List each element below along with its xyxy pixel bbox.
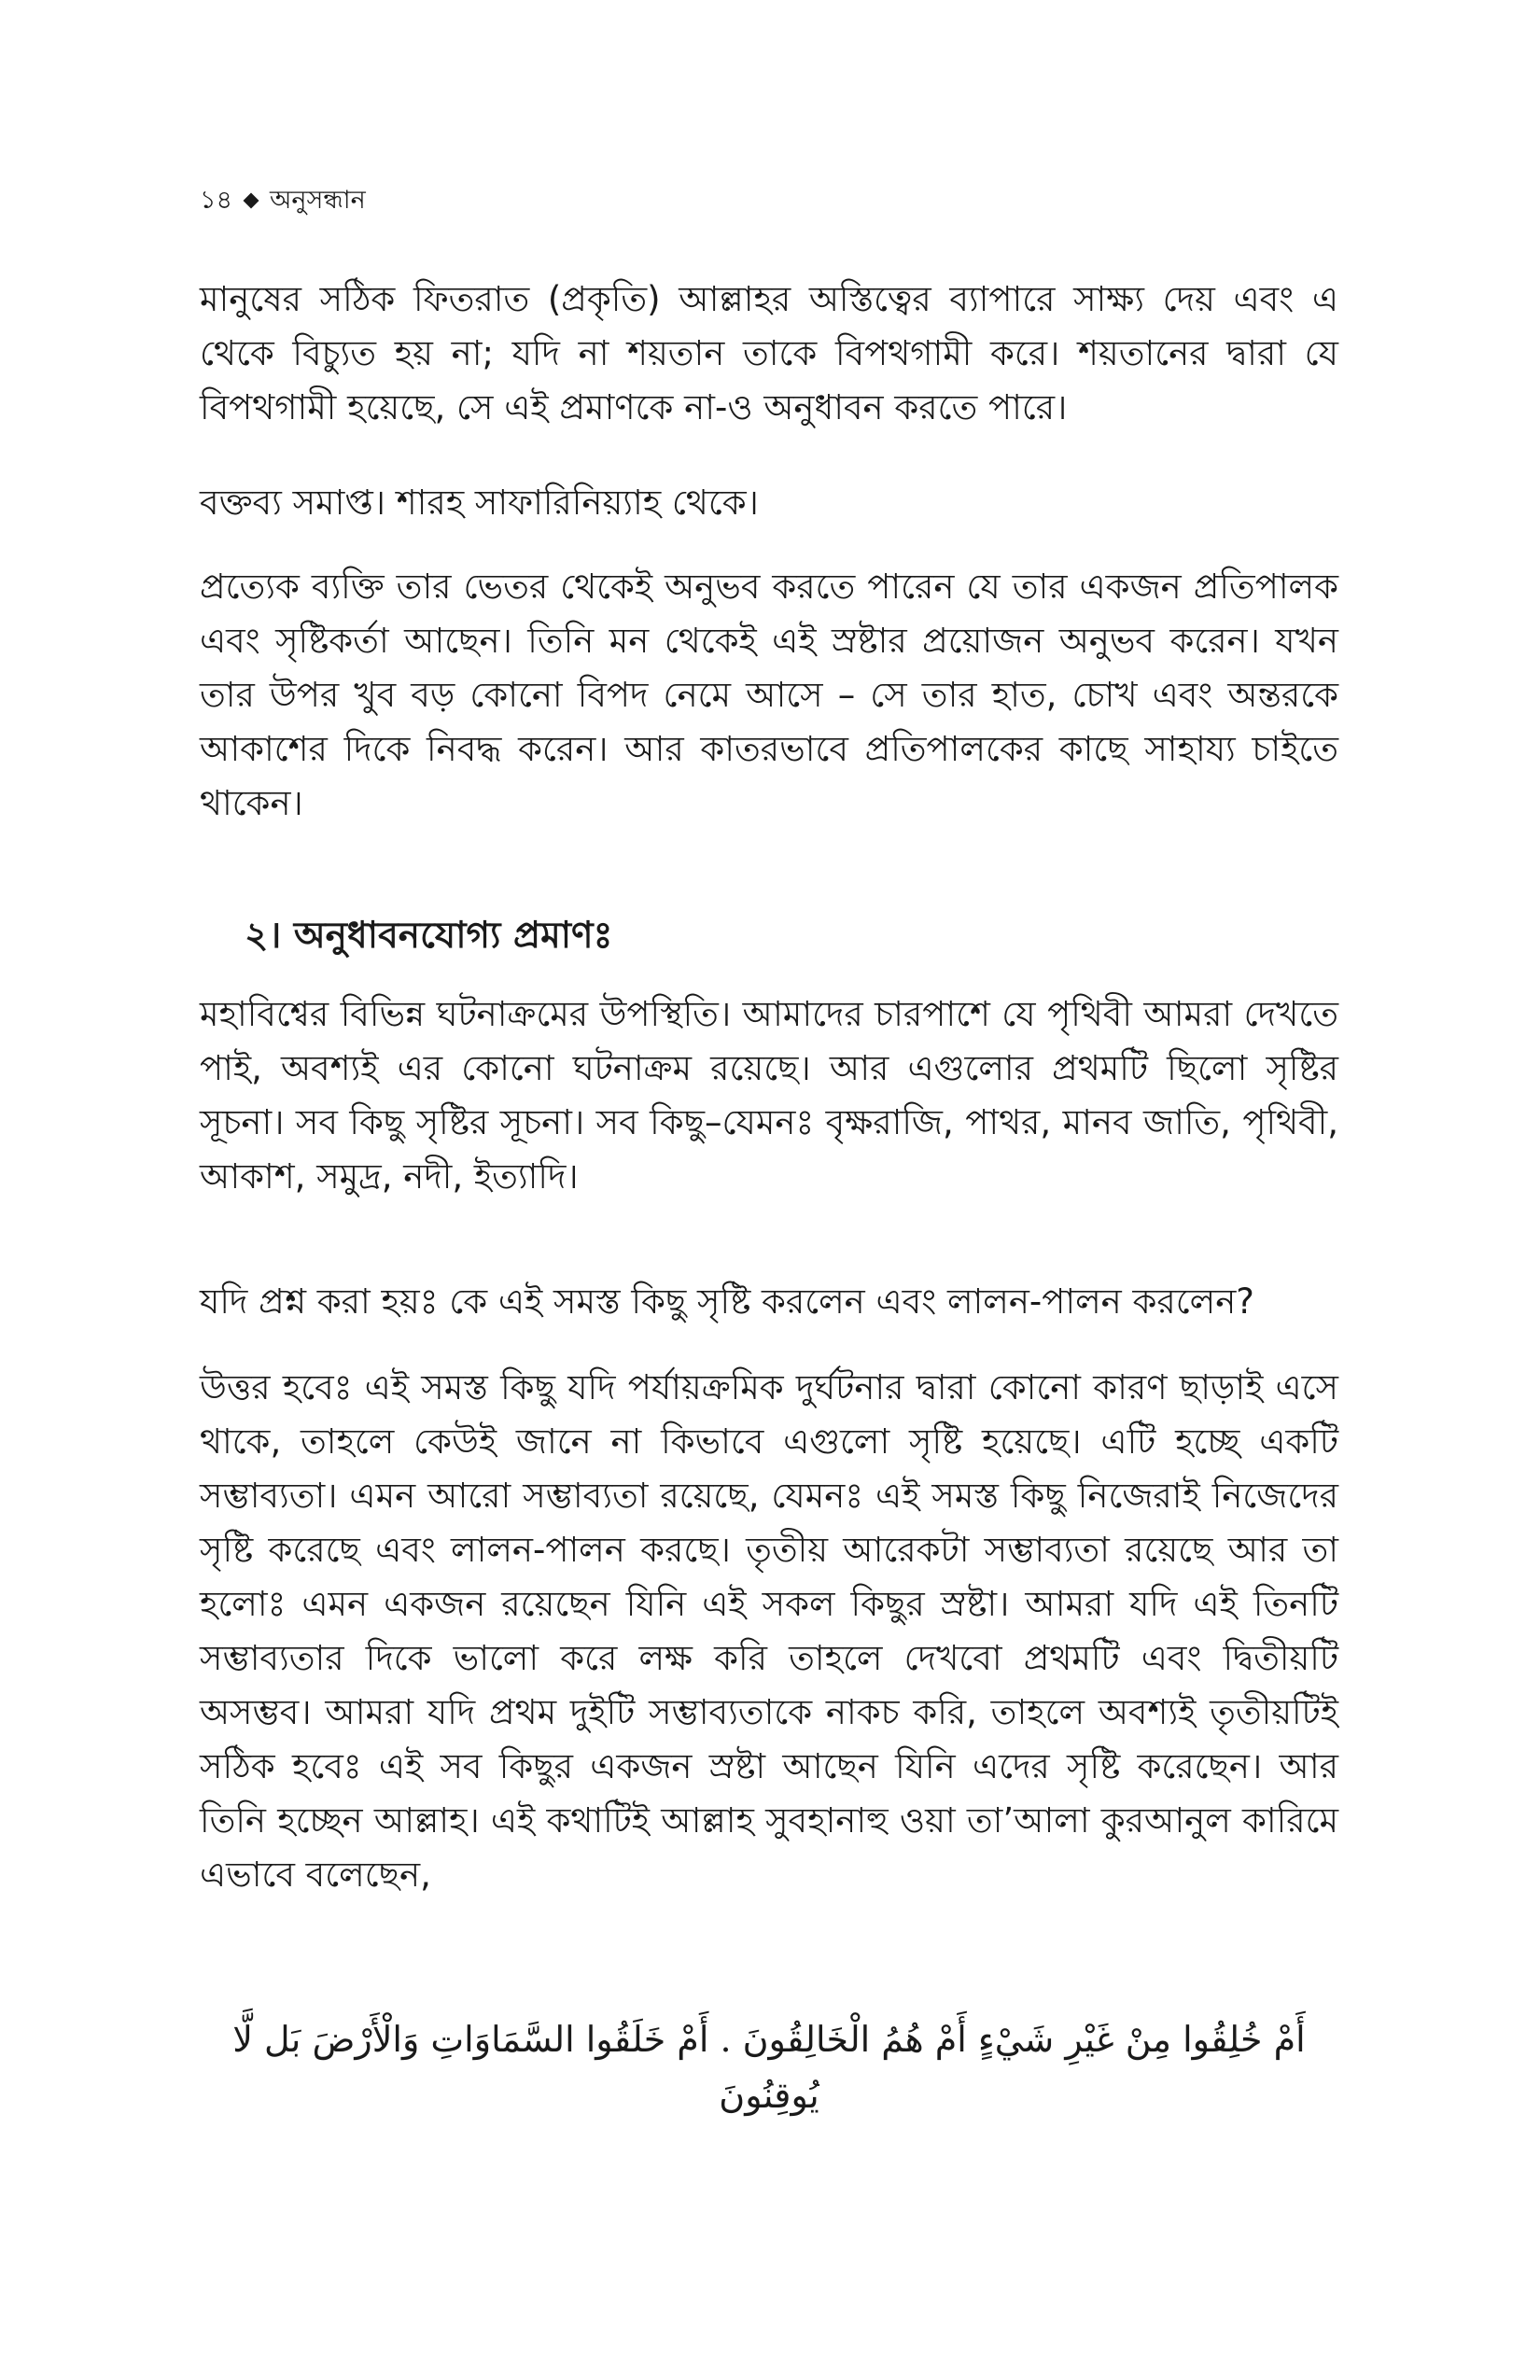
paragraph-question: যদি প্রশ্ন করা হয়ঃ কে এই সমস্ত কিছু সৃষ্টি করলেন এবং লালন-পালন করলেন?	[200, 1281, 1254, 1322]
paragraph-answer: উত্তর হবেঃ এই সমস্ত কিছু যদি পর্যায়ক্রমিক দুর্ঘটনার দ্বারা কোনো কারণ ছাড়াই এসে থাকে, তাহলে কেউই জানে না কিভাবে এগুলো সৃষ্টি হয়েছে। এটি হচ্ছে একটি সম্ভাব্যতা। এমন আরো সম্ভাব্যতা রয়েছে, যেমনঃ এই সমস্ত কিছু নিজেরাই নিজেদের সৃষ্টি করেছে এবং লালন-পালন করছে। তৃতীয় আরেকটা সম্ভাব্যতা রয়েছে আর তা হলোঃ এমন একজন রয়েছেন যিনি এই সকল কিছুর স্রষ্টা। আমরা যদি এই তিনটি সম্ভাব্যতার দিকে ভালো করে লক্ষ করি তাহলে দেখবো প্রথমটি এবং দ্বিতীয়টি অসম্ভব। আমরা যদি প্রথম দুইটি সম্ভাব্যতাকে নাকচ করি, তাহলে অবশ্যই তৃতীয়টিই সঠিক হবেঃ এই সব কিছুর একজন স্রষ্টা আছেন যিনি এদের সৃষ্টি করেছেন। আর তিনি হচ্ছেন আল্লাহ। এই কথাটিই আল্লাহ সুবহানাহু ওয়া তা’আলা কুরআনুল কারিমে এভাবে বলেছেন,	[200, 1367, 1338, 1895]
paragraph-fitrah: মানুষের সঠিক ফিতরাত (প্রকৃতি) আল্লাহর অস্তিত্বের ব্যাপারে সাক্ষ্য দেয় এবং এ থেকে বিচ্যুত হয় না; যদি না শয়তান তাকে বিপথগামী করে। শয়তানের দ্বারা যে বিপথগামী হয়েছে, সে এই প্রমাণকে না-ও অনুধাবন করতে পারে।	[200, 279, 1338, 427]
arabic-verse: أَمْ خُلِقُوا مِنْ غَيْرِ شَيْءٍ أَمْ هُمُ الْخَالِقُونَ . أَمْ خَلَقُوا السَّمَاوَاتِ وَالْأَرْضَ بَل لَّا يُوقِنُونَ	[232, 2019, 1306, 2116]
diamond-icon	[244, 193, 259, 209]
section-heading: ২। অনুধাবনযোগ্য প্রমাণঃ	[245, 915, 613, 957]
book-title: অনুসন্ধান	[270, 186, 366, 215]
paragraph-source: বক্তব্য সমাপ্ত। শারহ সাফারিনিয়্যাহ থেকে।	[200, 483, 759, 523]
paragraph-events: মহাবিশ্বের বিভিন্ন ঘটনাক্রমের উপস্থিতি। আমাদের চারপাশে যে পৃথিবী আমরা দেখতে পাই, অবশ্যই এর কোনো ঘটনাক্রম রয়েছে। আর এগুলোর প্রথমটি ছিলো সৃষ্টির সূচনা। সব কিছু সৃষ্টির সূচনা। সব কিছু–যেমনঃ বৃক্ষরাজি, পাথর, মানব জাতি, পৃথিবী, আকাশ, সমুদ্র, নদী, ইত্যাদি।	[200, 994, 1338, 1197]
page-number: ১৪	[200, 186, 233, 215]
paragraph-inner-feeling: প্রত্যেক ব্যক্তি তার ভেতর থেকেই অনুভব করতে পারেন যে তার একজন প্রতিপালক এবং সৃষ্টিকর্তা আছেন। তিনি মন থেকেই এই স্রষ্টার প্রয়োজন অনুভব করেন। যখন তার উপর খুব বড় কোনো বিপদ নেমে আসে – সে তার হাত, চোখ এবং অন্তরকে আকাশের দিকে নিবদ্ধ করেন। আর কাতরভাবে প্রতিপালকের কাছে সাহায্য চাইতে থাকেন।	[200, 567, 1338, 823]
running-header	[200, 184, 366, 217]
